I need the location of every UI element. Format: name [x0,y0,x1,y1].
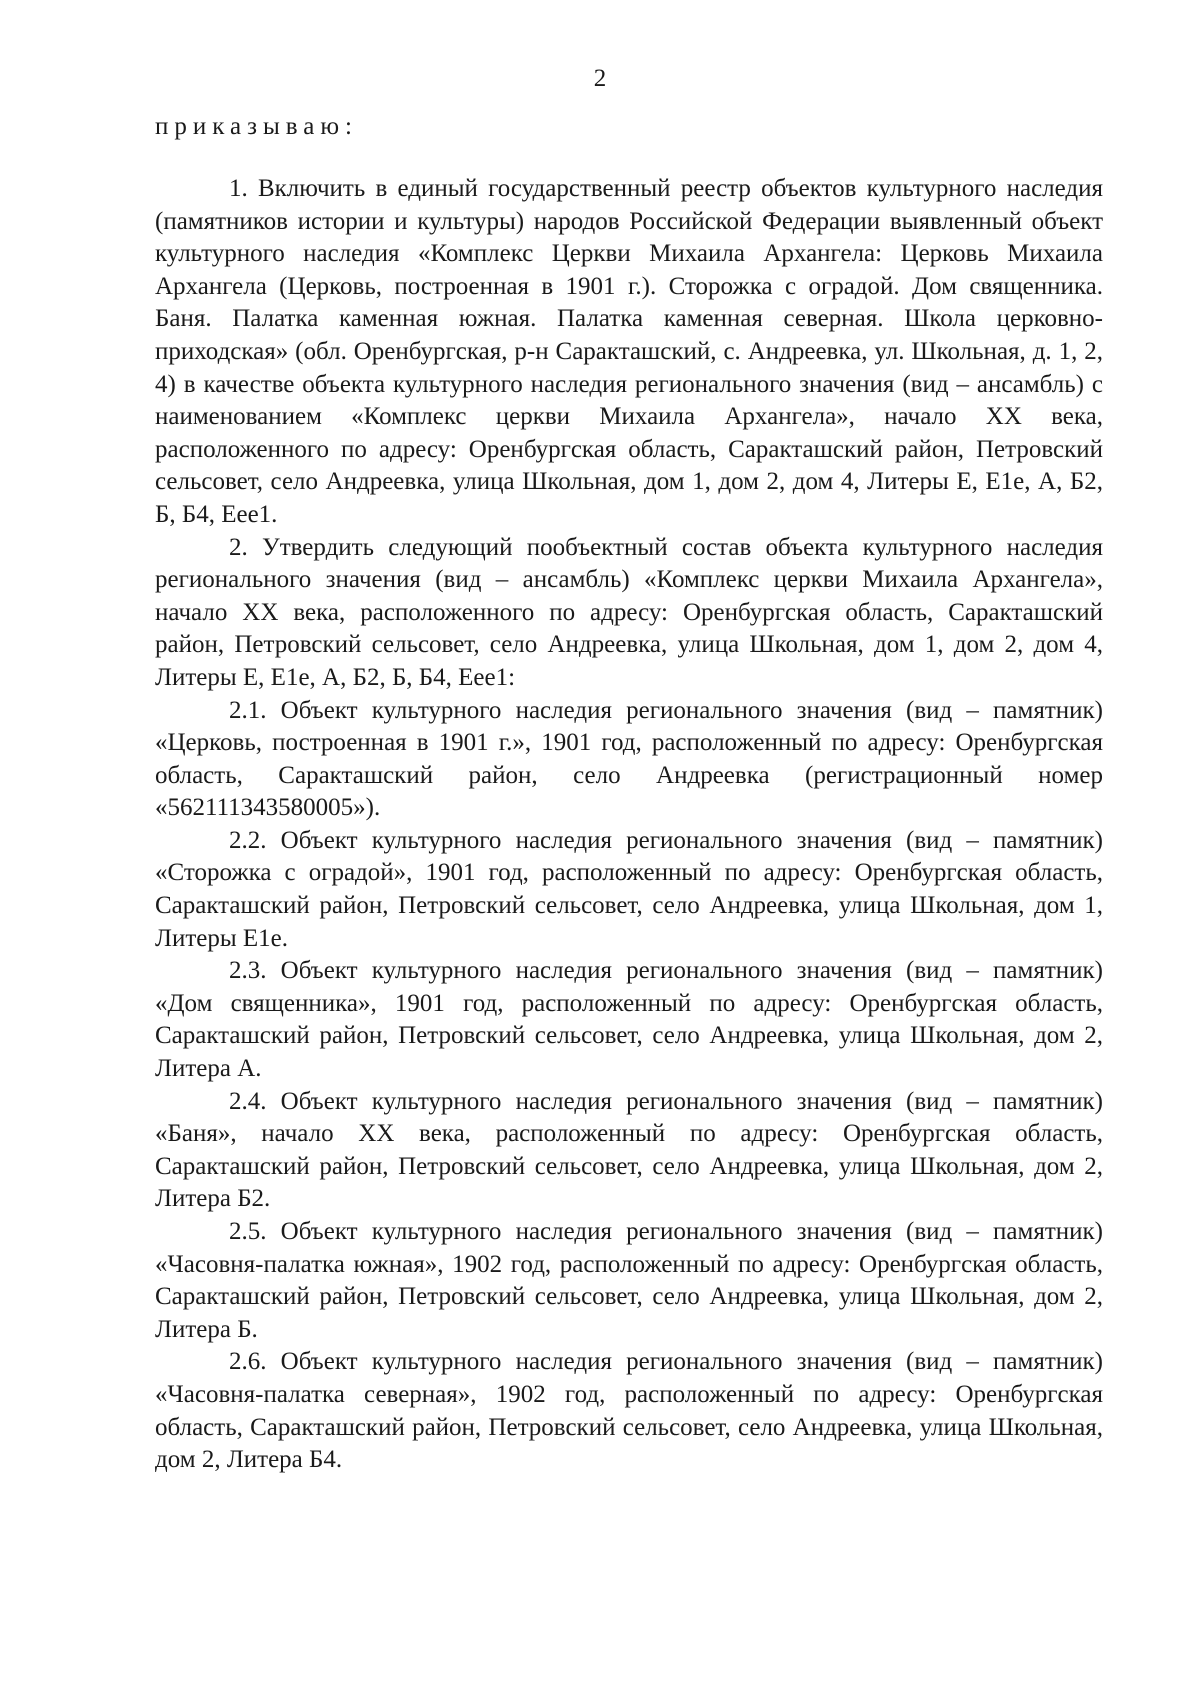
paragraph-2-2: 2.2. Объект культурного наследия регионального значения (вид – памятник) «Сторожка с оградой», 1901 год, расположенный по адресу: Оренбургская область, Саракташский район, Петровский сельсовет, село Андреевка, улица Школьная, дом 1, Литеры Е1е. [155,826,1103,952]
order-heading: приказываю: [155,113,358,140]
paragraph-2-6: 2.6. Объект культурного наследия регионального значения (вид – памятник) «Часовня-палатка северная», 1902 год, расположенный по адресу: Оренбургская область, Саракташский район, Петровский сельсовет, село Андреевка, улица Школьная, дом 2, Литера Б4. [155,1348,1103,1474]
paragraph-2-4: 2.4. Объект культурного наследия регионального значения (вид – памятник) «Баня», начало XX века, расположенный по адресу: Оренбургская область, Саракташский район, Петровский сельсовет, село Андреевка, улица Школьная, дом 2, Литера Б2. [155,1087,1103,1213]
paragraph-1: 1. Включить в единый государственный реестр объектов культурного наследия (памятников истории и культуры) народов Российской Федерации выявленный объект культурного наследия «Комплекс Церкви Михаила Архангела: Церковь Михаила Архангела (Церковь, построенная в 1901 г.). Сторожка с оградой. Дом священника. Баня. Палатка каменная южная. Палатка каменная северная. Школа церковно-приходская» (обл. Оренбургская, р-н Саракташский, с. Андреевка, ул. Школьная, д. 1, 2, 4) в качестве объекта культурного наследия регионального значения (вид – ансамбль) с наименованием «Комплекс церкви Михаила Архангела», начало XX века, расположенного по адресу: Оренбургская область, Саракташский район, Петровский сельсовет, село Андреевка, улица Школьная, дом 1, дом 2, дом 4, Литеры Е, Е1е, А, Б2, Б, Б4, Еее1. [155,175,1103,528]
paragraph-2-1: 2.1. Объект культурного наследия регионального значения (вид – памятник) «Церковь, построенная в 1901 г.», 1901 год, расположенный по адресу: Оренбургская область, Саракташский район, село Андреевка (регистрационный номер «562111343580005»). [155,696,1103,822]
document-body [155,173,1103,1477]
paragraph-2-3: 2.3. Объект культурного наследия регионального значения (вид – памятник) «Дом священника», 1901 год, расположенный по адресу: Оренбургская область, Саракташский район, Петровский сельсовет, село Андреевка, улица Школьная, дом 2, Литера А. [155,957,1103,1083]
paragraph-2-5: 2.5. Объект культурного наследия регионального значения (вид – памятник) «Часовня-палатка южная», 1902 год, расположенный по адресу: Оренбургская область, Саракташский район, Петровский сельсовет, село Андреевка, улица Школьная, дом 2, Литера Б. [155,1218,1103,1343]
paragraph-2: 2. Утвердить следующий пообъектный состав объекта культурного наследия регионального значения (вид – ансамбль) «Комплекс церкви Михаила Архангела», начало XX века, расположенного по адресу: Оренбургская область, Саракташский район, Петровский сельсовет, село Андреевка, улица Школьная, дом 1, дом 2, дом 4, Литеры Е, Е1е, А, Б2, Б, Б4, Еее1: [155,533,1103,691]
page-number: 2 [593,65,607,92]
